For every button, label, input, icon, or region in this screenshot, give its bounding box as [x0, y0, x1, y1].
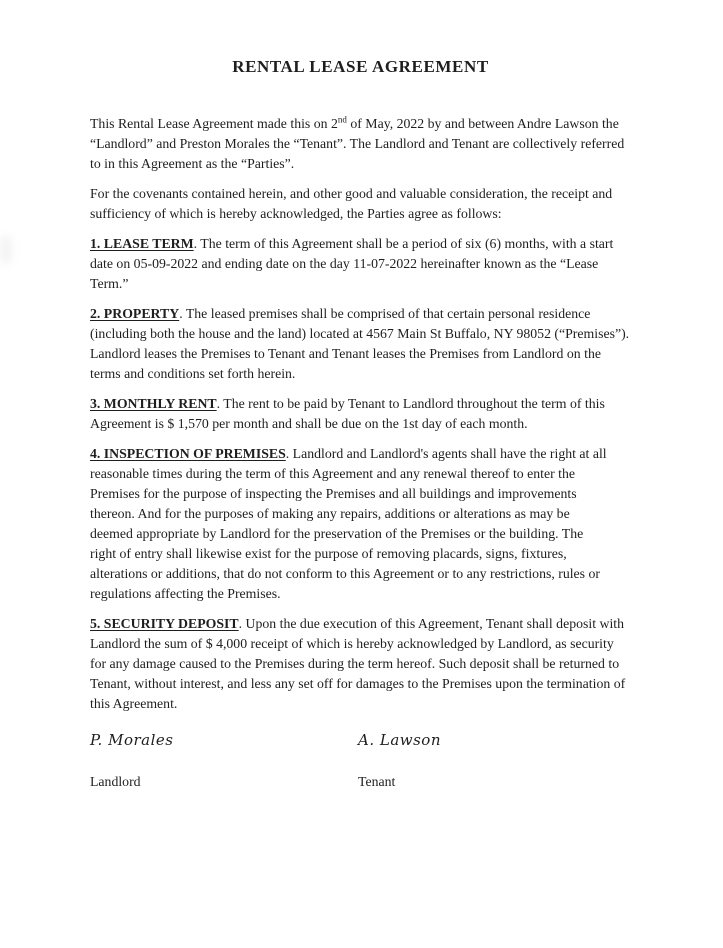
- section-body-security-deposit: . Upon the due execution of this Agreement, Tenant shall deposit with Landlord the sum of $ 4,000 receipt of which is hereby acknowledged by Landlord, as security for any damage caused to the Premises during the term hereof. Such deposit shall be returned to Tenant, without interest, and less any set off for damages to the Premises upon the termination of this Agreement.: [90, 616, 626, 711]
- scan-artifact: [0, 237, 12, 263]
- section-property: [90, 304, 631, 384]
- landlord-signature: P. Morales: [90, 731, 174, 749]
- landlord-label: Landlord: [90, 774, 141, 789]
- section-inspection-of-premises: [90, 444, 608, 604]
- section-heading-property: 2. PROPERTY: [90, 306, 180, 321]
- section-body-property: . The leased premises shall be comprised of that certain personal residence (including both the house and the land) located at 4567 Main St Buffalo, NY 98052 (“Premises”). Landlord leases the Premises to Tenant and Tenant leases the Premises from Landlord on the terms and conditions set forth herein.: [90, 306, 630, 381]
- covenants-paragraph: For the covenants contained herein, and other good and valuable consideration, the receipt and sufficiency of which is hereby acknowledged, the Parties agree as follows:: [90, 186, 613, 221]
- signature-column-right: [358, 730, 626, 792]
- signature-block: [90, 730, 631, 792]
- section-body-lease-term: . The term of this Agreement shall be a period of six (6) months, with a start date on 05-09-2022 and ending date on the day 11-07-2022 hereinafter known as the “Lease Term.”: [90, 236, 614, 291]
- section-body-inspection: . Landlord and Landlord's agents shall have the right at all reasonable times during the term of this Agreement and any renewal thereof to enter the Premises for the purpose of inspecting the Premises and all buildings and improvements thereon. And for the purposes of making any repairs, additions or alterations as may be deemed appropriate by Landlord for the preservation of the Premises or the building. The right of entry shall likewise exist for the purpose of removing placards, signs, fixtures, alterations or additions, that do not conform to this Agreement or to any restrictions, rules or regulations affecting the Premises.: [90, 446, 607, 601]
- document-title: RENTAL LEASE AGREEMENT: [232, 57, 489, 76]
- section-heading-monthly-rent: 3. MONTHLY RENT: [90, 396, 217, 411]
- intro-text-post: of May, 2022 by and between Andre Lawson the “Landlord” and Preston Morales the “Tenant”. The Landlord and Tenant are collectively referred to in this Agreement as the “Parties”.: [90, 116, 625, 171]
- ordinal-superscript: nd: [337, 114, 347, 125]
- section-heading-security-deposit: 5. SECURITY DEPOSIT: [90, 616, 239, 631]
- section-heading-lease-term: 1. LEASE TERM: [90, 236, 194, 251]
- tenant-signature: A. Lawson: [358, 731, 442, 749]
- section-heading-inspection: 4. INSPECTION OF PREMISES: [90, 446, 286, 461]
- section-lease-term: [90, 234, 631, 294]
- tenant-label: Tenant: [358, 774, 396, 789]
- section-monthly-rent: [90, 394, 631, 434]
- section-body-monthly-rent: . The rent to be paid by Tenant to Landlord throughout the term of this Agreement is $ 1,570 per month and shall be due on the 1st day of each month.: [90, 396, 605, 431]
- signature-column-left: [90, 730, 358, 792]
- section-security-deposit: [90, 614, 631, 714]
- intro-paragraph: [90, 114, 631, 174]
- intro-text-pre: This Rental Lease Agreement made this on 2: [90, 116, 338, 131]
